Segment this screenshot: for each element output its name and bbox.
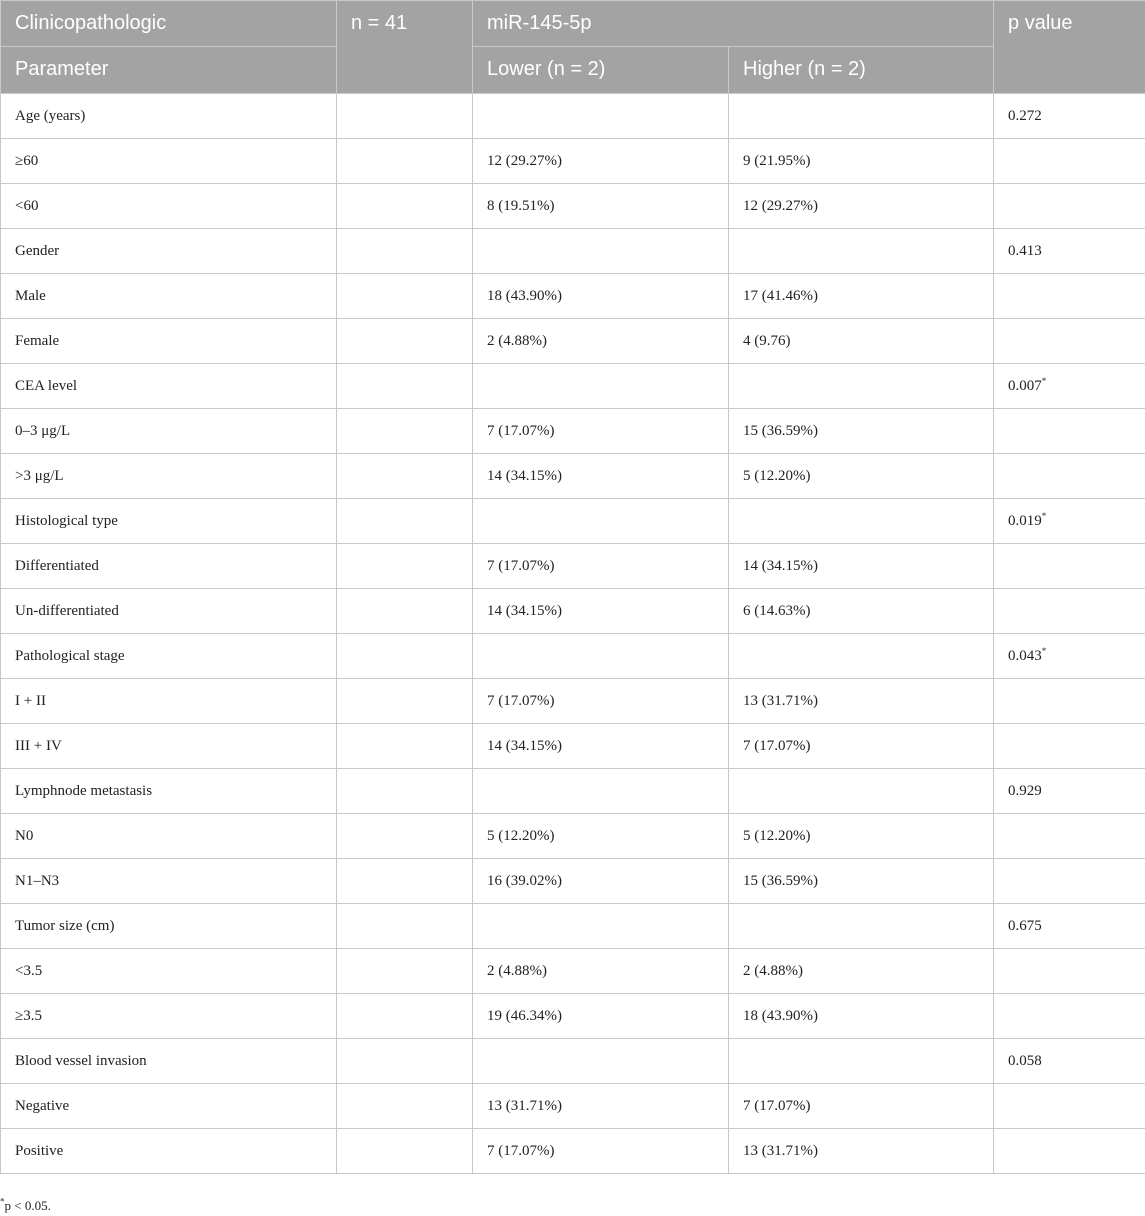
cell-p-value: 0.413 <box>994 229 1145 274</box>
cell-p-value <box>994 184 1145 229</box>
cell-higher <box>729 769 994 814</box>
cell-higher <box>729 1039 994 1084</box>
cell-lower <box>473 499 729 544</box>
cell-p-value <box>994 949 1145 994</box>
cell-n <box>337 769 473 814</box>
cell-p-value <box>994 994 1145 1039</box>
cell-higher: 5 (12.20%) <box>729 814 994 859</box>
cell-higher: 7 (17.07%) <box>729 724 994 769</box>
cell-n <box>337 994 473 1039</box>
cell-lower: 7 (17.07%) <box>473 1129 729 1174</box>
cell-parameter: N0 <box>1 814 337 859</box>
cell-parameter: Positive <box>1 1129 337 1174</box>
cell-higher: 15 (36.59%) <box>729 409 994 454</box>
cell-p-value <box>994 409 1145 454</box>
cell-p-value <box>994 679 1145 724</box>
cell-higher: 5 (12.20%) <box>729 454 994 499</box>
cell-higher: 17 (41.46%) <box>729 274 994 319</box>
significance-mark: * <box>1041 510 1047 521</box>
table-row <box>1 949 1145 994</box>
header-parameter-line1: Clinicopathologic <box>1 1 337 47</box>
cell-n <box>337 1084 473 1129</box>
cell-parameter: ≥60 <box>1 139 337 184</box>
cell-parameter: 0–3 μg/L <box>1 409 337 454</box>
cell-higher: 2 (4.88%) <box>729 949 994 994</box>
cell-n <box>337 949 473 994</box>
cell-p-value <box>994 814 1145 859</box>
cell-parameter: Male <box>1 274 337 319</box>
table-row <box>1 409 1145 454</box>
cell-parameter: Differentiated <box>1 544 337 589</box>
cell-lower <box>473 634 729 679</box>
header-higher: Higher (n = 2) <box>729 47 994 94</box>
table-row <box>1 814 1145 859</box>
cell-lower: 12 (29.27%) <box>473 139 729 184</box>
cell-parameter: CEA level <box>1 364 337 409</box>
cell-p-value <box>994 454 1145 499</box>
cell-p-value <box>994 724 1145 769</box>
cell-n <box>337 274 473 319</box>
cell-lower: 14 (34.15%) <box>473 589 729 634</box>
cell-p-value: 0.043* <box>994 634 1145 679</box>
cell-n <box>337 904 473 949</box>
cell-higher: 4 (9.76) <box>729 319 994 364</box>
cell-higher <box>729 634 994 679</box>
table-row <box>1 1129 1145 1174</box>
cell-n <box>337 1039 473 1084</box>
cell-higher: 7 (17.07%) <box>729 1084 994 1129</box>
cell-p-value <box>994 1084 1145 1129</box>
cell-n <box>337 859 473 904</box>
table-row <box>1 1039 1145 1084</box>
cell-parameter: III + IV <box>1 724 337 769</box>
cell-p-value: 0.272 <box>994 94 1145 139</box>
table-row <box>1 94 1145 139</box>
cell-n <box>337 634 473 679</box>
cell-p-value <box>994 589 1145 634</box>
cell-parameter: <3.5 <box>1 949 337 994</box>
cell-p-value <box>994 1129 1145 1174</box>
cell-parameter: Tumor size (cm) <box>1 904 337 949</box>
cell-higher: 18 (43.90%) <box>729 994 994 1039</box>
footnote-text: p < 0.05. <box>4 1198 51 1213</box>
cell-lower: 5 (12.20%) <box>473 814 729 859</box>
cell-higher <box>729 94 994 139</box>
cell-p-value <box>994 274 1145 319</box>
cell-lower: 2 (4.88%) <box>473 949 729 994</box>
cell-p-value <box>994 319 1145 364</box>
cell-parameter: Female <box>1 319 337 364</box>
cell-n <box>337 454 473 499</box>
cell-p-value <box>994 139 1145 184</box>
cell-n <box>337 319 473 364</box>
table-row <box>1 544 1145 589</box>
significance-mark: * <box>1041 645 1047 656</box>
table-row <box>1 634 1145 679</box>
cell-higher <box>729 229 994 274</box>
cell-n <box>337 364 473 409</box>
cell-parameter: Gender <box>1 229 337 274</box>
cell-lower: 18 (43.90%) <box>473 274 729 319</box>
cell-higher <box>729 499 994 544</box>
cell-higher: 14 (34.15%) <box>729 544 994 589</box>
cell-parameter: Un-differentiated <box>1 589 337 634</box>
cell-parameter: Age (years) <box>1 94 337 139</box>
cell-higher: 12 (29.27%) <box>729 184 994 229</box>
cell-parameter: Pathological stage <box>1 634 337 679</box>
table-row <box>1 274 1145 319</box>
cell-parameter: Blood vessel invasion <box>1 1039 337 1084</box>
table-row <box>1 1084 1145 1129</box>
cell-n <box>337 589 473 634</box>
header-parameter-line2: Parameter <box>1 47 337 94</box>
table-row <box>1 859 1145 904</box>
cell-n <box>337 1129 473 1174</box>
cell-parameter: Negative <box>1 1084 337 1129</box>
cell-higher: 6 (14.63%) <box>729 589 994 634</box>
cell-lower: 7 (17.07%) <box>473 544 729 589</box>
cell-higher <box>729 904 994 949</box>
cell-lower: 14 (34.15%) <box>473 724 729 769</box>
cell-lower: 16 (39.02%) <box>473 859 729 904</box>
table-row <box>1 229 1145 274</box>
table-row <box>1 319 1145 364</box>
cell-parameter: I + II <box>1 679 337 724</box>
cell-lower: 2 (4.88%) <box>473 319 729 364</box>
cell-lower: 8 (19.51%) <box>473 184 729 229</box>
cell-n <box>337 184 473 229</box>
cell-higher: 13 (31.71%) <box>729 1129 994 1174</box>
cell-parameter: ≥3.5 <box>1 994 337 1039</box>
cell-p-value: 0.929 <box>994 769 1145 814</box>
cell-lower: 19 (46.34%) <box>473 994 729 1039</box>
cell-parameter: Lymphnode metastasis <box>1 769 337 814</box>
footnote <box>0 1198 51 1214</box>
header-p-value: p value <box>994 1 1145 94</box>
cell-lower <box>473 769 729 814</box>
cell-higher <box>729 364 994 409</box>
header-mir-group: miR-145-5p <box>473 1 994 47</box>
table-row <box>1 454 1145 499</box>
cell-lower: 14 (34.15%) <box>473 454 729 499</box>
cell-n <box>337 544 473 589</box>
table-row <box>1 724 1145 769</box>
table-row <box>1 184 1145 229</box>
table-header <box>1 1 1145 94</box>
table-row <box>1 994 1145 1039</box>
cell-parameter: >3 μg/L <box>1 454 337 499</box>
significance-mark: * <box>1041 375 1047 386</box>
cell-n <box>337 499 473 544</box>
cell-n <box>337 229 473 274</box>
header-n: n = 41 <box>337 1 473 94</box>
cell-higher: 13 (31.71%) <box>729 679 994 724</box>
cell-lower: 7 (17.07%) <box>473 679 729 724</box>
cell-higher: 15 (36.59%) <box>729 859 994 904</box>
table-body <box>1 94 1145 1174</box>
cell-p-value: 0.058 <box>994 1039 1145 1084</box>
table-row <box>1 589 1145 634</box>
cell-n <box>337 139 473 184</box>
cell-parameter: Histological type <box>1 499 337 544</box>
table-row <box>1 499 1145 544</box>
cell-p-value: 0.019* <box>994 499 1145 544</box>
header-lower: Lower (n = 2) <box>473 47 729 94</box>
cell-lower <box>473 94 729 139</box>
cell-lower <box>473 1039 729 1084</box>
cell-lower: 13 (31.71%) <box>473 1084 729 1129</box>
cell-lower <box>473 364 729 409</box>
cell-lower: 7 (17.07%) <box>473 409 729 454</box>
table-row <box>1 364 1145 409</box>
footnote-mark: * <box>0 1196 5 1207</box>
cell-lower <box>473 904 729 949</box>
cell-n <box>337 724 473 769</box>
cell-p-value <box>994 859 1145 904</box>
cell-lower <box>473 229 729 274</box>
cell-p-value <box>994 544 1145 589</box>
table-row <box>1 904 1145 949</box>
table-row <box>1 139 1145 184</box>
cell-parameter: <60 <box>1 184 337 229</box>
cell-parameter: N1–N3 <box>1 859 337 904</box>
table-row <box>1 679 1145 724</box>
cell-p-value: 0.007* <box>994 364 1145 409</box>
cell-n <box>337 814 473 859</box>
table-row <box>1 769 1145 814</box>
cell-n <box>337 94 473 139</box>
cell-n <box>337 409 473 454</box>
cell-n <box>337 679 473 724</box>
cell-higher: 9 (21.95%) <box>729 139 994 184</box>
cell-p-value: 0.675 <box>994 904 1145 949</box>
